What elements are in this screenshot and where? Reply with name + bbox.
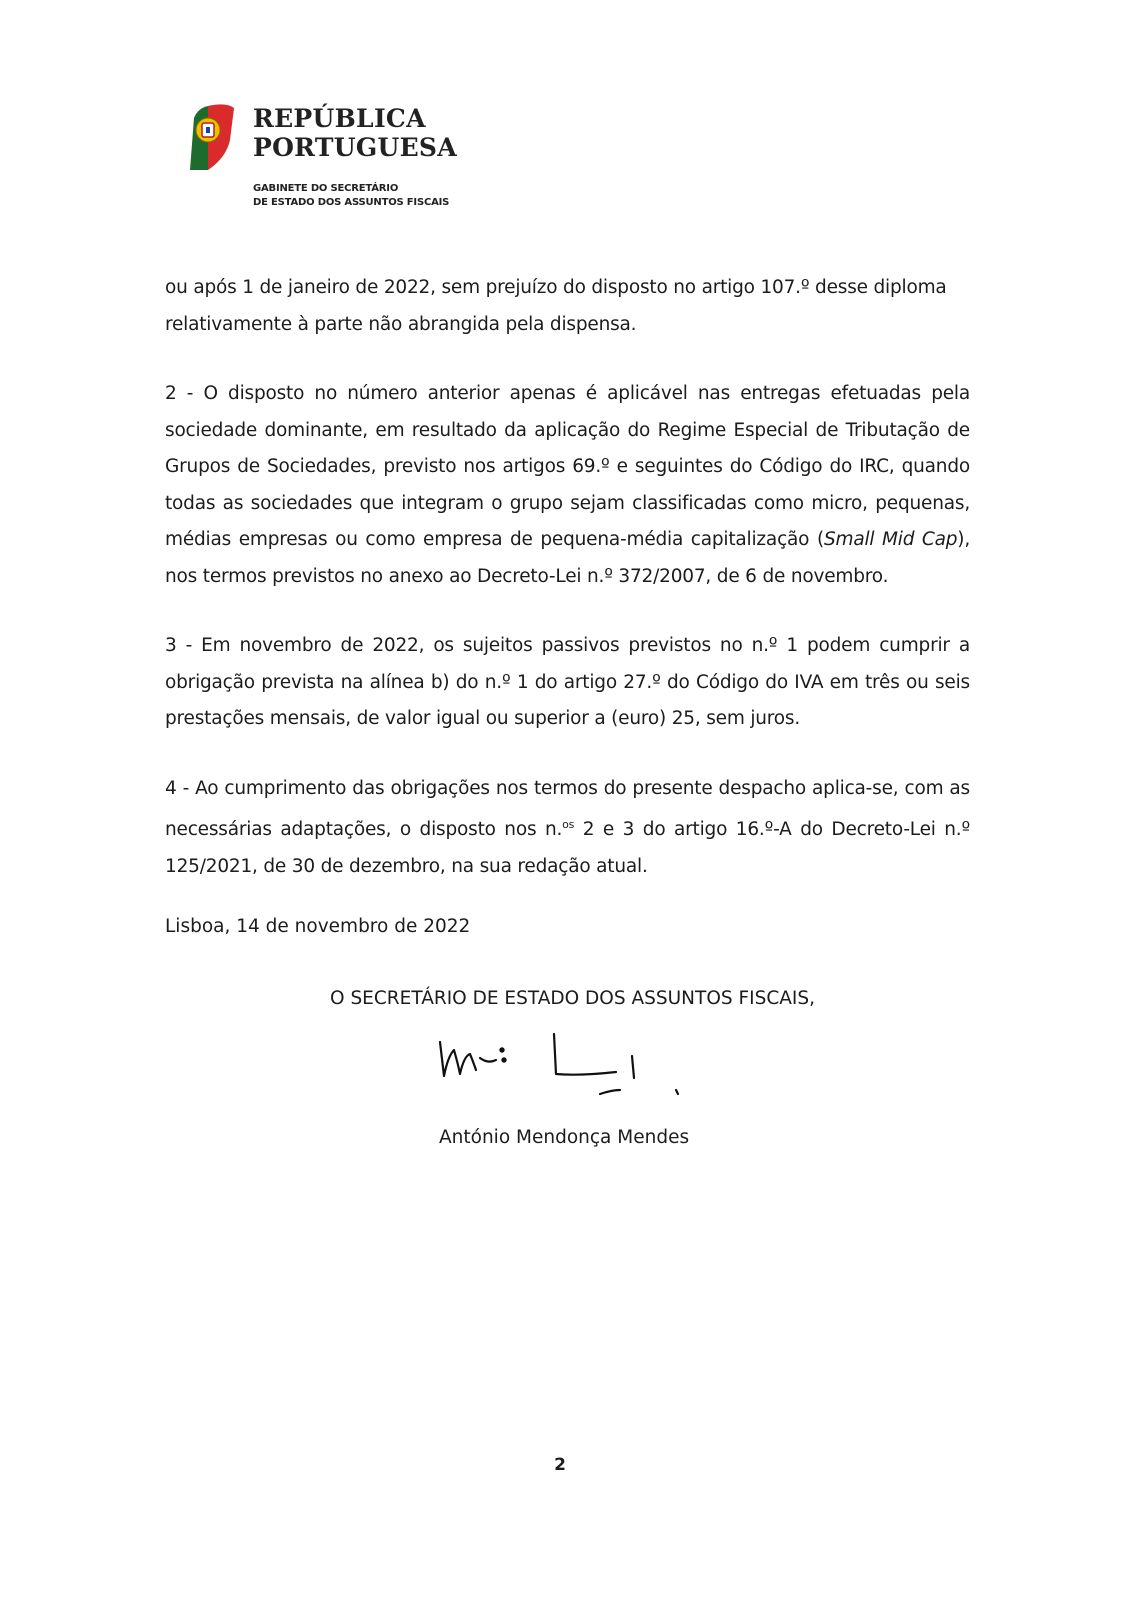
brand-name (253, 104, 457, 162)
brand-line-1: REPÚBLICA (253, 104, 426, 133)
page-number: 2 (554, 1455, 566, 1475)
portuguese-republic-logo-icon (186, 100, 238, 174)
place-and-date: Lisboa, 14 de novembro de 2022 (165, 916, 471, 937)
paragraph-2-text: 2 - O disposto no número anterior apenas é aplicável nas entregas efetuadas pela sociedade dominante, em resultado da aplicação do Regime Especial de Tributação de Grupos de Sociedades, previsto nos artigos 69.º e seguintes do Código do IRC, quando todas as sociedades que integram o grupo sejam classificadas como micro, pequenas, médias empresas ou como empresa de pequena-média capitalização ( (165, 383, 970, 550)
paragraph-4-superscript: os (562, 818, 575, 831)
paragraph-4 (165, 771, 970, 886)
paragraph-2-italic: Small Mid Cap (823, 529, 958, 550)
paragraph-2-end: ), nos termos previstos no anexo ao Decreto-Lei n.º 372/2007, de 6 de novembro. (165, 529, 970, 587)
paragraph-3: 3 - Em novembro de 2022, os sujeitos passivos previstos no n.º 1 podem cumprir a obrigação prevista na alínea b) do n.º 1 do artigo 27.º do Código do IVA em três ou seis prestações mensais, de valor igual ou superior a (euro) 25, sem juros. (165, 635, 970, 729)
signer-name: António Mendonça Mendes (439, 1127, 690, 1148)
office-line-2: DE ESTADO DOS ASSUNTOS FISCAIS (253, 197, 450, 208)
office-line-1: GABINETE DO SECRETÁRIO (253, 183, 399, 194)
handwritten-signature-icon (430, 1020, 700, 1110)
document-body (165, 270, 970, 885)
paragraph-continuation: ou após 1 de janeiro de 2022, sem prejuízo do disposto no artigo 107.º desse diploma relativamente à parte não abrangida pela dispensa. (165, 277, 947, 335)
paragraph-4-text: 4 - Ao cumprimento das obrigações nos termos do presente despacho aplica-se, com as necessárias adaptações, o disposto nos n. (165, 777, 970, 840)
paragraph-2 (165, 376, 970, 595)
paragraph-4-end: 2 e 3 do artigo 16.º-A do Decreto-Lei n.º 125/2021, de 30 de dezembro, na sua redação atual. (165, 819, 970, 877)
office-name (253, 182, 449, 210)
signer-title: O SECRETÁRIO DE ESTADO DOS ASSUNTOS FISCAIS, (330, 988, 815, 1009)
brand-line-2: PORTUGUESA (253, 133, 457, 162)
